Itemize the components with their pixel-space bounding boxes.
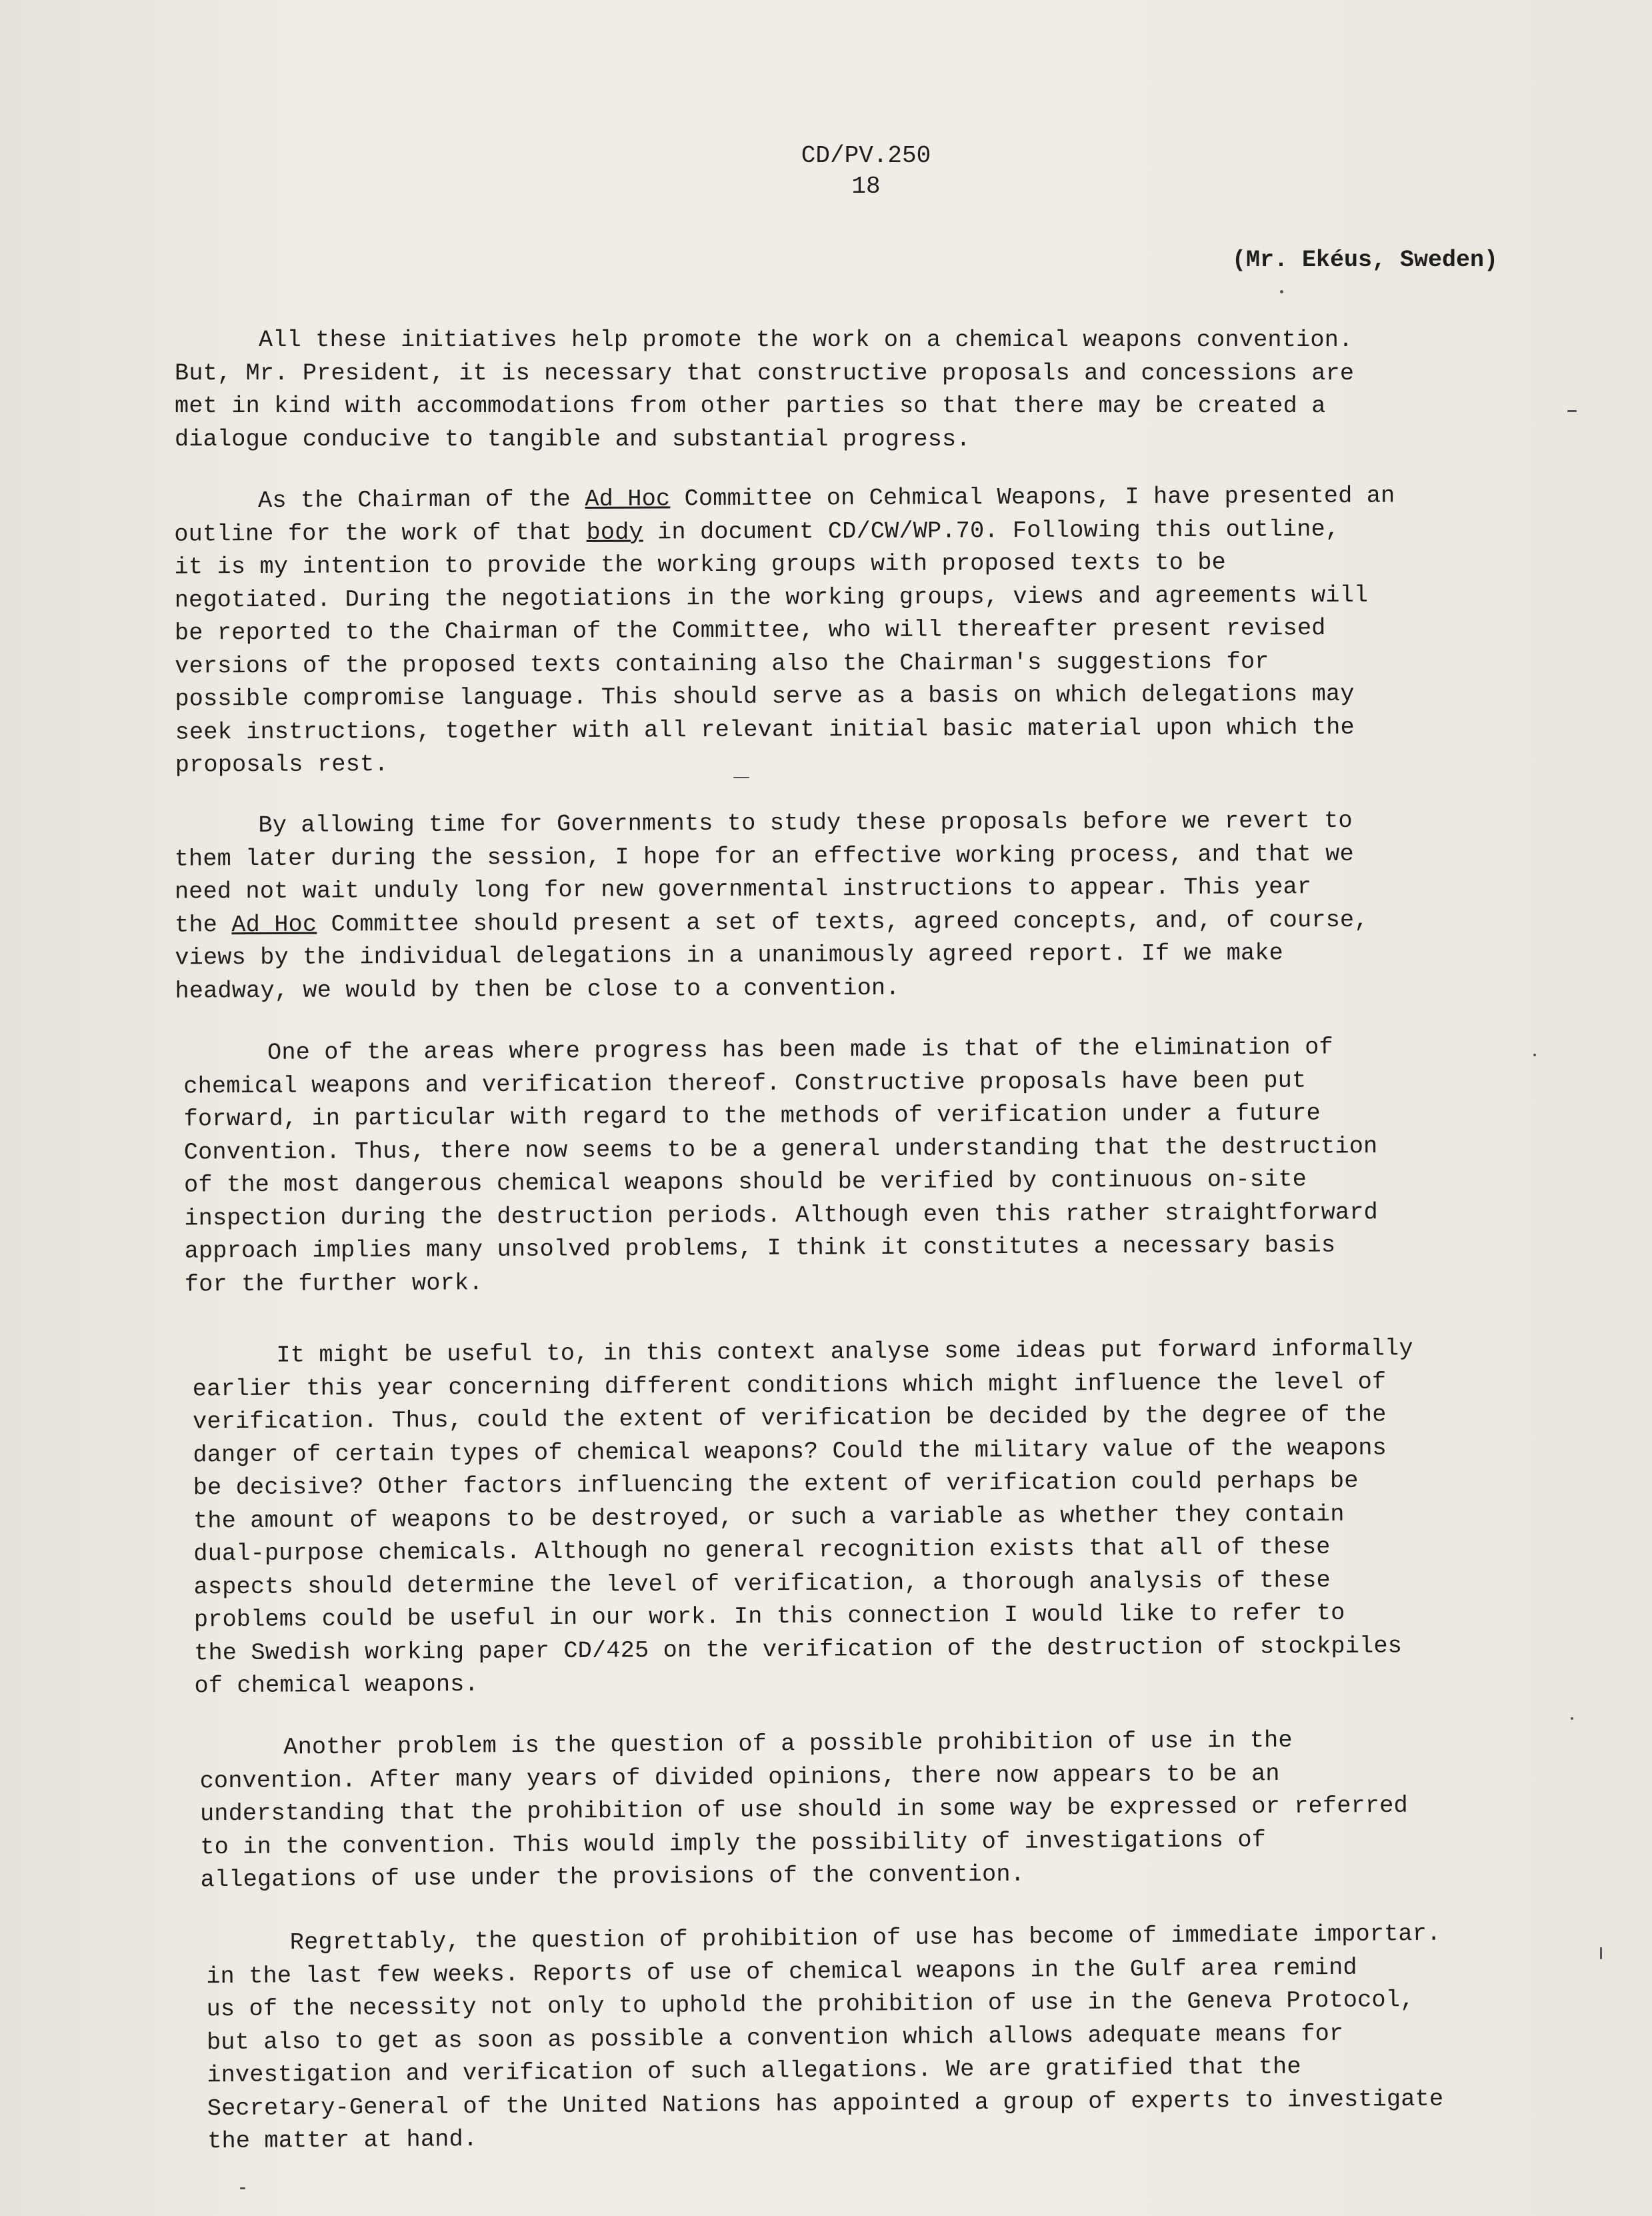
speaker-attribution: (Mr. Ekéus, Sweden) [1232, 247, 1499, 273]
paragraph-line: proposals rest. [175, 751, 389, 779]
paragraph-5 [192, 1332, 1594, 1703]
scan-speck [1280, 290, 1283, 293]
paragraph-4 [183, 1030, 1585, 1302]
paragraph-line: investigation and verification of such allegations. We are gratified that the [207, 2053, 1301, 2089]
text-segment: the [175, 911, 232, 939]
scan-speck [1571, 1717, 1573, 1720]
paragraph-line: convention. After many years of divided opinions, there now appears to be an [199, 1760, 1280, 1795]
paragraph-line: the Swedish working paper CD/425 on the verification of the destruction of stockpiles [194, 1632, 1403, 1667]
paragraph-line: in the last few weeks. Reports of use of chemical weapons in the Gulf area remind [206, 1954, 1357, 1990]
paragraph-line: verification. Thus, could the extent of verification be decided by the degree of the [192, 1401, 1387, 1436]
paragraph-line: chemical weapons and verification thereof. Constructive proposals have been put [183, 1067, 1307, 1100]
text-segment: in document CD/CW/WP.70. Following this outline, [643, 515, 1340, 546]
paragraph-line: understanding that the prohibition of use should in some way be expressed or referred [199, 1792, 1408, 1828]
paragraph-line: views by the individual delegations in a unanimously agreed report. If we make [175, 940, 1284, 972]
paragraph-line: danger of certain types of chemical weapons? Could the military value of the weapons [193, 1434, 1387, 1468]
paragraph-line: By allowing time for Governments to study these proposals before we revert to [258, 807, 1353, 840]
paragraph-line: Another problem is the question of a possible prohibition of use in the [283, 1727, 1293, 1761]
paragraph-line: of the most dangerous chemical weapons should be verified by continuous on-site [184, 1166, 1307, 1199]
paragraph-line: to in the convention. This would imply the possibility of investigations of [200, 1826, 1267, 1861]
paragraph-line: for the further work. [184, 1269, 483, 1298]
paragraph-7 [206, 1917, 1608, 2159]
paragraph-line: them later during the session, I hope for an effective working process, and that we [174, 840, 1354, 873]
paragraph-line: met in kind with accommodations from other parties so that there may be created a [175, 393, 1326, 419]
paragraph-line: possible compromise language. This should serve as a basis on which delegations may [175, 680, 1355, 713]
paragraph-line: versions of the proposed texts containing also the Chairman's suggestions for [175, 648, 1269, 680]
paragraph-6 [199, 1723, 1601, 1897]
ad-hoc-underlined: Ad Hoc [585, 485, 671, 513]
body-underlined: body [586, 519, 643, 546]
paragraph-line [174, 512, 1574, 551]
scan-speck [1600, 1947, 1602, 1959]
paragraph-1 [175, 324, 1575, 456]
paragraph-2 [174, 479, 1575, 782]
paragraph-line: inspection during the destruction periods. Although even this rather straightforward [184, 1198, 1379, 1232]
document-symbol: CD/PV.250 [801, 142, 931, 169]
paragraph-line: forward, in particular with regard to the methods of verification under a future [183, 1100, 1321, 1133]
scan-speck [1567, 410, 1577, 412]
paragraph-line: dialogue conducive to tangible and substantial progress. [175, 425, 971, 453]
paragraph-line: approach implies many unsolved problems, I think it constitutes a necessary basis [184, 1232, 1336, 1265]
paragraph-line: problems could be useful in our work. In this connection I would like to refer to [193, 1599, 1345, 1634]
paragraph-line: but also to get as soon as possible a convention which allows adequate means for [206, 2020, 1344, 2056]
scan-speck [240, 2187, 245, 2189]
paragraph-line: earlier this year concerning different conditions which might influence the level of [192, 1368, 1387, 1402]
paragraph-line: Secretary-General of the United Nations has appointed a group of experts to investigate [207, 2085, 1444, 2122]
paragraph-line: dual-purpose chemicals. Although no general recognition exists that all of these [193, 1533, 1331, 1568]
page-number: 18 [851, 173, 881, 200]
paragraph-line: be reported to the Chairman of the Committee, who will thereafter present revised [174, 615, 1326, 647]
scan-speck [733, 777, 749, 778]
paragraph-line: seek instructions, together with all relevant initial basic material upon which the [175, 714, 1355, 746]
paragraph-line: Regrettably, the question of prohibition of use has become of immediate importar. [289, 1920, 1441, 1957]
paragraph-3 [174, 804, 1575, 1008]
text-segment: outline for the work of that [174, 519, 587, 548]
paragraph-line: it is my intention to provide the working groups with proposed texts to be [174, 549, 1227, 581]
paragraph-line: But, Mr. President, it is necessary that constructive proposals and concessions are [175, 359, 1355, 387]
paragraph-line: One of the areas where progress has been made is that of the elimination of [267, 1034, 1333, 1066]
paragraph-line: aspects should determine the level of verification, a thorough analysis of these [193, 1566, 1331, 1600]
paragraph-line: It might be useful to, in this context analyse some ideas put forward informally [276, 1335, 1413, 1369]
paragraph-line: negotiated. During the negotiations in the working groups, views and agreements will [174, 582, 1369, 614]
paragraph-line [174, 479, 1574, 518]
paragraph-line: headway, we would by then be close to a convention. [175, 974, 900, 1005]
paragraph-line: of chemical weapons. [194, 1671, 479, 1700]
paragraph-line: need not wait unduly long for new governmental instructions to appear. This year [174, 874, 1312, 906]
paragraph-line: the amount of weapons to be destroyed, or such a variable as whether they contain [193, 1500, 1345, 1534]
text-segment: Committee should present a set of texts, agreed concepts, and, of course, [317, 906, 1369, 938]
text-segment: Committee on Cehmical Weapons, I have presented an [670, 482, 1395, 513]
paragraph-line: us of the necessity not only to uphold the prohibition of use in the Geneva Protocol, [206, 1987, 1415, 2023]
ad-hoc-underlined: Ad Hoc [231, 911, 317, 938]
paragraph-line: Convention. Thus, there now seems to be a general understanding that the destruction [183, 1132, 1378, 1166]
text-segment: As the Chairman of the [258, 485, 585, 515]
paragraph-line: allegations of use under the provisions of the convention. [200, 1861, 1025, 1894]
paragraph-line [175, 903, 1575, 942]
scan-speck [1533, 1054, 1536, 1056]
paragraph-line: be decisive? Other factors influencing the extent of verification could perhaps be [193, 1467, 1359, 1502]
paragraph-line: the matter at hand. [207, 2126, 478, 2155]
paragraph-line: All these initiatives help promote the work on a chemical weapons convention. [259, 327, 1353, 353]
